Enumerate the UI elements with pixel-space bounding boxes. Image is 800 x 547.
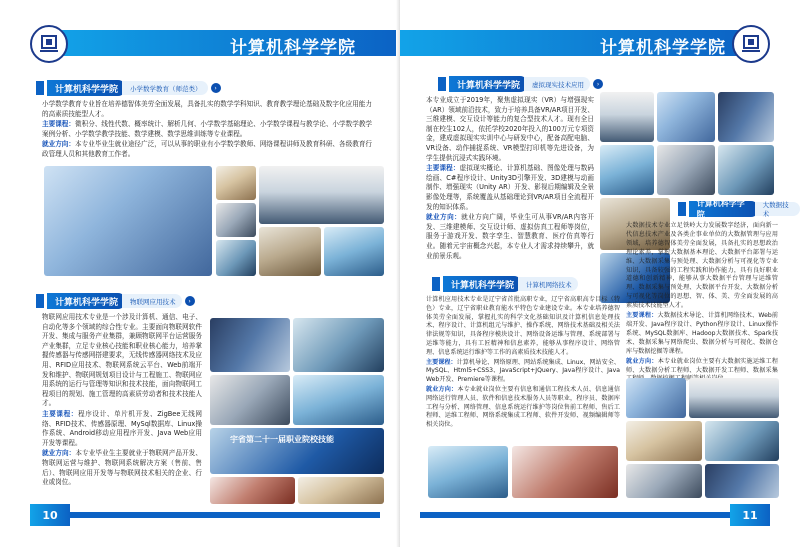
photo-small-2	[216, 203, 256, 237]
section-subtitle: 大数据技术	[755, 202, 800, 216]
college-logo-icon	[732, 25, 770, 63]
left-header-banner	[30, 22, 400, 66]
intro-text: 本专业成立于2019年，聚焦虚拟现实（VR）与增强现实（AR）领域前沿技术，致力于培养具备VR/AR项目开发、三维建模、交互设计等能力的复合型技术人才。现有全日制在校生102人，依托学校2020年投入的100万元专项资金，建成虚拟现实实训中心与研发中心，配备高配电脑、VR设备、动作捕捉系统、VR模型打印机等先进设备，为学生提供沉浸式实践环境。	[426, 96, 594, 162]
section-subtitle: 物联网应用技术	[122, 294, 182, 308]
college-logo-icon	[30, 25, 68, 63]
employment-text: 就业方向广阔，毕业生可从事VR/AR内容开发、三维建模师、交互设计师、虚拟仿真工程师等岗位，服务于游戏开发、数字孪生、智慧教育、医疗仿真等行业。随着元宇宙概念兴起，本专业人才需求持续攀升，就业前景乐观。	[426, 213, 595, 260]
section-marker	[438, 77, 446, 91]
section-header-math	[36, 80, 221, 96]
section-marker	[678, 202, 686, 216]
photo-caption: 宇省第二十一届职业院校技能	[230, 435, 334, 444]
chevron-right-icon: ›	[211, 83, 221, 93]
section-header-network	[432, 276, 578, 292]
photo-vr-6	[718, 145, 774, 195]
page-number: 11	[730, 504, 770, 526]
employment-text: 本专业毕业生就业途径广泛，可以从事的职业有小学数学教师、网络课程讲师及教育科研、各级教育行政管理人员和其他教育工作者。	[42, 140, 373, 158]
intro-text: 物联网应用技术专业是一个涉及计算机、通信、电子、自动化等多个领域的综合性专业。主要面向物联网软件开发、集成与服务产业集群，兼顾物联网平台运营服务产业集群，立足专业核心技能和职业核心能力，培养掌握传感器与传感网搭建要求，无线传感器网络技术及应用、RFID应用技术、物联网系统云平台、Web前端开发和维护、物联网规划项目设计与工程施工、物联网应用系统的运行与管理等知识和技术技能，面向物联网工程项目的规划、施工管理的高素质劳动者和技术技能人才。	[42, 313, 202, 408]
footer-stripe	[420, 512, 730, 518]
photo-lab-2	[293, 318, 384, 372]
right-page	[400, 0, 800, 547]
photo-vr-2	[657, 92, 715, 142]
photo-classroom	[44, 166, 212, 276]
photo-bigdata-6	[705, 464, 779, 498]
courses-label: 主要课程：	[626, 312, 658, 320]
photo-vr-5	[657, 145, 715, 195]
photo-vr-1	[600, 92, 654, 142]
page-title: 计算机科学学院	[230, 38, 356, 58]
right-header-banner	[400, 22, 770, 66]
section-header-vr	[438, 76, 603, 92]
employment-text: 本专业就业岗位主要有信息和通信工程技术人员、信息通信网络运行管理人员、软件和信息技术服务人员等职业，程序员、数据库工程与分析、网络管理、信息系统运行维护等岗位售前工程师、售后工程师、运维工程师、网络系统集成工程师、软件开发师、视频编辑师等相关岗位。	[426, 385, 621, 429]
photo-bigdata-3	[626, 421, 702, 461]
courses-label: 主要课程：	[426, 358, 457, 366]
courses-label: 主要课程：	[42, 120, 76, 129]
chevron-right-icon: ›	[593, 79, 603, 89]
photo-small-3	[216, 240, 256, 276]
employment-label: 就业方向：	[42, 449, 76, 458]
employment-label: 就业方向：	[626, 357, 658, 365]
photo-bigdata-2	[689, 378, 779, 418]
section-title: 计算机科学学院	[689, 201, 759, 217]
employment-label: 就业方向：	[426, 213, 462, 222]
courses-text: 大数据技术导论、计算机网络技术、Web前端开发、Java程序设计、Python程序设计、Linux操作系统、MySQL数据库、Hadoop大数据技术、Spark技术、数据采集与网络爬虫、数据分析与可视化、数据仓库与数据挖掘等课程。	[626, 312, 778, 355]
section-title: 计算机科学学院	[47, 293, 126, 309]
footer-stripe	[70, 512, 380, 518]
employment-text: 本专业就业岗位主要有大数据实施运维工程师、大数据分析工程师、大数据开发工程师、数据采集 程师	[626, 357, 778, 383]
employment-label: 就业方向：	[426, 385, 458, 393]
section-subtitle: 计算机网络技术	[518, 277, 578, 291]
photo-award-ceremony	[259, 166, 384, 224]
intro-text: 大数据技术专业立足铁岭大力发展数字经济，面向新一代信息技术产业及各类企事业单位的大数据管理与应用领域，培养德智体美劳全面发展，具备扎实的思想政治理论素养，掌握大数据基本理论、大数据平台部署与运维、大数据采集与预处理、大数据分析与可视化等专业知识，具备较强的工程实践和协作能力，具有良好职业道德和创新精神，能够从事大数据平台管理与运维管理、数据采集与预处理、大数据平台开发、大数据分析与可视化等岗位的思想、智、体、美、劳全面发展的高素质技术技能型人才。	[626, 222, 778, 310]
courses-text: 计算机导论、网络原理、网站系统集成、Linux、网站安全、MySQL、Html5+CSS3、JavaScript+JQuery、Java程序设计、Java Web开发、Premiere等课程。	[426, 358, 621, 384]
section-title: 计算机科学学院	[47, 80, 126, 96]
section-text-vr	[426, 96, 594, 262]
section-subtitle: 虚拟现实技术应用	[524, 77, 590, 91]
section-marker	[432, 277, 440, 291]
photo-competition	[210, 428, 384, 474]
photo-lab-4	[293, 375, 384, 425]
photo-lab-3	[210, 375, 290, 425]
section-header-bigdata	[678, 201, 800, 217]
employment-label: 就业方向：	[42, 140, 76, 149]
section-text-iot	[42, 313, 202, 489]
section-marker	[36, 81, 44, 95]
courses-text: 微积分、线性代数、概率统计、解析几何、小学数学基础理论、小学数学课程与教学论、小学数学教学案例分析、小学数学教学技能、数学建模、数学思维训练等专业课程。	[42, 120, 373, 138]
photo-bigdata-4	[705, 421, 779, 461]
photo-lab-1	[210, 318, 290, 372]
photo-network-1	[428, 446, 508, 498]
photo-network-2	[512, 446, 618, 498]
section-marker	[36, 294, 44, 308]
photo-group	[324, 227, 384, 276]
photo-team-1	[210, 477, 295, 504]
section-title: 计算机科学学院	[443, 276, 522, 292]
courses-label: 主要课程：	[426, 164, 460, 173]
section-header-iot	[36, 293, 195, 309]
photo-vr-4	[600, 145, 654, 195]
employment-text: 本专业毕业生主要就业于物联网产品开发、物联网运营与维护、物联网系统解决方案（售前、售后）、物联网应用开发等与物联网技术相关的企业、行业或岗位。	[42, 449, 203, 487]
photo-bigdata-5	[626, 464, 702, 498]
photo-bigdata-1	[626, 378, 686, 418]
section-title: 计算机科学学院	[449, 76, 528, 92]
courses-text: 程序设计、单片机开发、ZigBee无线网络、RFID技术、传感器原理、MySql数据库、Linux操作系统、Android移动应用程序开发、Java Web应用开发等课程。	[42, 409, 203, 447]
intro-text: 计算机应用技术专业是辽宁省首批高职专业，辽宁省高职高专目标（特色）专业，辽宁省职业教育能水平特色专业建设专业。本专业培养德智体美劳全面发展，掌握扎实的科学文化基础知识及计算机信息处理技术、程序设计、计算机组元与维护、操作系统、网络技术基础及相关法律法规等知识，具备程序模块设计、网络设备运维与管理、系统部署与运维等能力，具有工匠精神和信息素养，能够从事程序设计、网络管理、信息系统运行维护等工作的高素质技术技能人才。	[426, 296, 620, 356]
page-number: 10	[30, 504, 70, 526]
photo-team-2	[298, 477, 384, 504]
photo-vr-3	[718, 92, 774, 142]
courses-text: 虚拟现实概论、计算机基础、图像处理与数码绘画、C#程序设计、Unity3D引擎开发、3D建模与动画制作、增强现实（Unity AR）开发、影视后期编辑及全景影像处理等，系统覆盖从基础理论到VR/AR项目全流程开发的知识体系。	[426, 164, 595, 211]
photo-lecture	[259, 227, 321, 276]
section-text-bigdata	[626, 222, 778, 385]
section-subtitle: 小学数学教育（师范类）	[122, 81, 208, 95]
intro-text: 小学数学教育专业旨在培养德智体美劳全面发展，具备扎实的数学学科知识、教育教学理论基础及数字化应用能力的高素质技能型人才。	[42, 100, 372, 118]
section-text-math	[42, 100, 372, 161]
page-title: 计算机科学学院	[600, 38, 726, 58]
chevron-right-icon: ›	[185, 296, 195, 306]
photo-small-1	[216, 166, 256, 200]
courses-label: 主要课程：	[42, 409, 79, 418]
section-text-network	[426, 296, 620, 431]
